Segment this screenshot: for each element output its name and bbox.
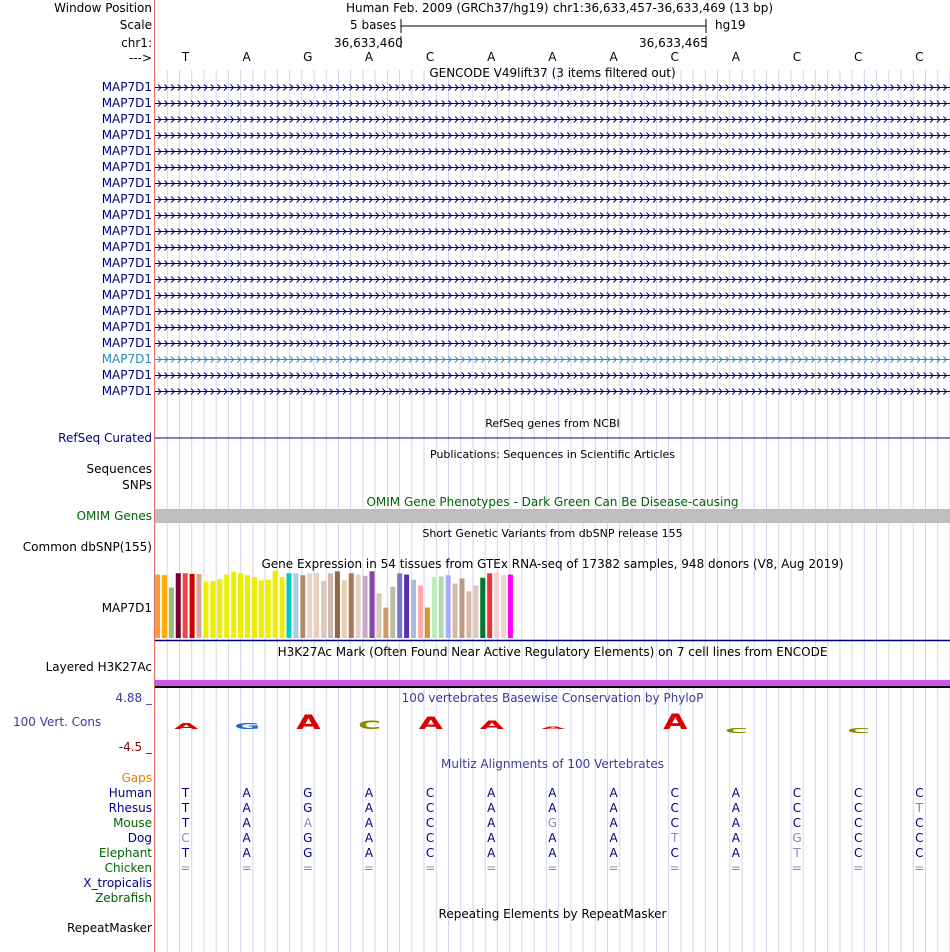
alignment-base: A [731, 831, 740, 845]
alignment-base: C [425, 846, 435, 860]
species-label[interactable]: Dog [127, 831, 152, 845]
alignment-base: A [487, 786, 496, 800]
gtex-tissue-bar [370, 571, 375, 638]
gtex-tissue-bar [266, 580, 271, 638]
alignment-base: G [303, 786, 313, 800]
alignment-base: A [731, 801, 740, 815]
species-label[interactable]: Elephant [98, 846, 152, 860]
alignment-base: C [853, 786, 863, 800]
conservation-logo-letter: C [725, 726, 748, 735]
conservation-logo-letter: A [479, 718, 504, 732]
repeatmasker-label[interactable]: RepeatMasker [66, 921, 152, 935]
gtex-tissue-bar [210, 581, 215, 638]
alignment-base: T [181, 786, 190, 800]
gtex-tissue-bar [356, 575, 361, 638]
gtex-tissue-bar [418, 586, 423, 638]
gencode-title[interactable]: GENCODE V49lift37 (3 items filtered out) [429, 66, 676, 80]
alignment-base: C [915, 786, 924, 800]
gtex-tissue-bar [176, 573, 181, 638]
alignment-base: A [548, 786, 557, 800]
alignment-base: C [181, 831, 190, 845]
alignment-base: G [792, 831, 802, 845]
base-letter: A [242, 50, 251, 64]
gencode-gene-label[interactable]: MAP7D1 [101, 320, 152, 334]
alignment-base: = [669, 861, 680, 875]
alignment-base: A [242, 786, 251, 800]
gtex-tissue-bar [328, 573, 333, 638]
base-letter: A [609, 50, 618, 64]
alignment-base: C [670, 846, 679, 860]
alignment-base: C [853, 846, 863, 860]
base-letter: A [548, 50, 557, 64]
gtex-tissue-bar [217, 579, 222, 638]
alignment-base: T [793, 846, 801, 860]
alignment-base: A [548, 801, 557, 815]
gtex-tissue-bar [224, 575, 229, 638]
conservation-max: 4.88 _ [115, 691, 152, 705]
conservation-logo-letter: A [418, 713, 443, 734]
alignment-base: A [364, 816, 374, 830]
alignment-base: = [363, 861, 374, 875]
gencode-gene-label[interactable]: MAP7D1 [101, 288, 152, 302]
alignment-base: C [792, 786, 802, 800]
base-letter: C [425, 50, 435, 64]
gencode-gene-label[interactable]: MAP7D1 [101, 112, 152, 126]
gencode-gene-label[interactable]: MAP7D1 [101, 208, 152, 222]
conservation-logo-letter: A [296, 712, 321, 735]
gtex-tissue-bar [307, 573, 312, 638]
alignment-base: C [853, 816, 863, 830]
alignment-base: A [364, 831, 374, 845]
gtex-tissue-bar [259, 580, 264, 638]
gtex-tissue-bar [286, 573, 291, 638]
gtex-tissue-bar [183, 573, 188, 638]
alignment-base: C [853, 831, 863, 845]
gtex-tissue-bar [300, 575, 305, 638]
gtex-tissue-bar [432, 577, 437, 638]
alignment-base: C [425, 831, 435, 845]
alignment-base: C [670, 786, 679, 800]
alignment-base: T [181, 846, 190, 860]
alignment-base: C [915, 846, 924, 860]
alignment-base: A [609, 816, 618, 830]
strand-label: ---> [128, 51, 152, 65]
gtex-tissue-bar [411, 580, 416, 638]
alignment-base: A [487, 831, 496, 845]
base-letter: A [487, 50, 496, 64]
alignment-base: C [425, 816, 435, 830]
alignment-base: C [425, 801, 435, 815]
gtex-tissue-bar [190, 574, 195, 638]
gtex-tissue-bar [238, 573, 243, 638]
alignment-base: C [670, 816, 679, 830]
gtex-tissue-bar [397, 573, 402, 638]
alignment-base: A [731, 786, 740, 800]
publications-title[interactable]: Publications: Sequences in Scientific Articles [430, 448, 675, 461]
gtex-tissue-bar [169, 587, 174, 638]
gtex-title[interactable]: Gene Expression in 54 tissues from GTEx RNA-seq of 17382 samples, 948 donors (V8, Aug 2019) [261, 557, 844, 571]
gtex-tissue-bar [363, 576, 368, 638]
conservation-logo-letter: A [663, 712, 688, 735]
gtex-tissue-bar [390, 587, 395, 638]
alignment-base: G [303, 846, 313, 860]
alignment-base: A [242, 831, 251, 845]
gencode-gene-label[interactable]: MAP7D1 [101, 336, 152, 350]
gtex-tissue-bar [162, 575, 167, 638]
gtex-tissue-bar [480, 578, 485, 638]
omim-title[interactable]: OMIM Gene Phenotypes - Dark Green Can Be Disease-causing [366, 495, 739, 509]
alignment-base: A [364, 786, 374, 800]
gtex-tissue-bar [245, 575, 250, 638]
omim-label[interactable]: OMIM Genes [76, 509, 152, 523]
species-label[interactable]: Rhesus [108, 801, 152, 815]
alignment-base: A [487, 801, 496, 815]
gtex-tissue-bar [342, 580, 347, 638]
alignment-base: A [609, 831, 618, 845]
refseq-title[interactable]: RefSeq genes from NCBI [485, 417, 620, 430]
alignment-base: A [303, 816, 312, 830]
conservation-logo-letter: C [847, 726, 871, 735]
refseq-label[interactable]: RefSeq Curated [58, 431, 152, 445]
gtex-tissue-bar [376, 593, 381, 638]
alignment-base: G [547, 816, 558, 830]
dbsnp-title[interactable]: Short Genetic Variants from dbSNP release 155 [422, 527, 683, 540]
conservation-logo[interactable] [155, 712, 950, 748]
alignment-base: A [242, 801, 251, 815]
alignment-base: = [241, 861, 252, 875]
alignment-base: = [853, 861, 864, 875]
gencode-gene-label[interactable]: MAP7D1 [101, 192, 152, 206]
gtex-tissue-bar [501, 575, 506, 638]
alignment-base: A [609, 786, 618, 800]
gencode-gene-label[interactable]: MAP7D1 [101, 256, 152, 270]
alignment-base: T [671, 831, 679, 845]
gencode-gene-label[interactable]: MAP7D1 [101, 224, 152, 238]
gtex-tissue-bar [446, 575, 451, 638]
alignment-base: A [548, 831, 557, 845]
snps-label[interactable]: SNPs [122, 478, 152, 492]
gtex-tissue-bar [203, 582, 208, 638]
alignment-base: = [730, 861, 741, 875]
base-letter: C [792, 50, 802, 64]
alignment-base: = [302, 861, 313, 875]
alignment-base: = [180, 861, 191, 875]
gtex-tissue-bar [252, 577, 257, 638]
scale-label: Scale [119, 18, 152, 32]
species-label[interactable]: Human [108, 786, 152, 800]
gaps-label[interactable]: Gaps [121, 771, 152, 785]
omim-bar[interactable] [155, 509, 950, 523]
alignment-base: A [548, 846, 557, 860]
gencode-gene-label[interactable]: MAP7D1 [101, 160, 152, 174]
h3k27ac-baseline [155, 686, 950, 688]
alignment-base: = [486, 861, 497, 875]
gtex-bar-chart[interactable] [155, 570, 950, 642]
alignment-base: C [792, 801, 802, 815]
alignment-base: A [609, 846, 618, 860]
alignment-base: A [242, 846, 251, 860]
base-letter: C [853, 50, 863, 64]
gtex-tissue-bar [473, 586, 478, 638]
alignment-base: T [181, 816, 190, 830]
conservation-title[interactable]: 100 vertebrates Basewise Conservation by PhyloP [401, 691, 704, 705]
conservation-logo-letter: A [174, 722, 199, 732]
gencode-gene-label[interactable]: MAP7D1 [101, 144, 152, 158]
gencode-gene-label[interactable]: MAP7D1 [101, 240, 152, 254]
alignment-base: A [364, 846, 374, 860]
alignment-base: = [914, 861, 925, 875]
repeatmasker-title[interactable]: Repeating Elements by RepeatMasker [438, 907, 667, 921]
gtex-tissue-bar [321, 581, 326, 638]
gtex-label[interactable]: MAP7D1 [101, 601, 152, 615]
alignment-base: = [791, 861, 803, 875]
sequences-label[interactable]: Sequences [86, 462, 152, 476]
gtex-tissue-bar [494, 573, 499, 638]
gtex-tissue-bar [453, 584, 458, 638]
gtex-tissue-bar [349, 573, 354, 638]
species-label[interactable]: Chicken [104, 861, 152, 875]
coord-right: 36,633,465 [639, 36, 708, 50]
gencode-gene-label[interactable]: MAP7D1 [101, 272, 152, 286]
alignment-base: C [792, 816, 802, 830]
conservation-logo-letter: A [540, 725, 566, 731]
window-position-label: Window Position [54, 1, 152, 15]
alignment-base: T [915, 801, 923, 815]
gtex-tissue-bar [466, 591, 471, 638]
species-label[interactable]: Zebrafish [95, 891, 152, 905]
alignment-base: C [853, 801, 863, 815]
gtex-tissue-bar [425, 608, 430, 638]
gtex-tissue-bar [487, 573, 492, 638]
gtex-tissue-bar [231, 572, 236, 638]
gtex-tissue-bar [439, 576, 444, 638]
base-letter: C [670, 50, 679, 64]
alignment-base: G [303, 831, 313, 845]
gtex-tissue-bar [197, 574, 202, 638]
alignment-base: C [670, 801, 679, 815]
gtex-tissue-bar [335, 571, 340, 638]
position-text: chr1:36,633,457-36,633,469 (13 bp) [553, 1, 774, 15]
base-letter: G [303, 50, 313, 64]
gencode-gene-label[interactable]: MAP7D1 [101, 368, 152, 382]
alignment-base: C [425, 786, 435, 800]
alignment-base: A [364, 801, 374, 815]
gtex-tissue-bar [459, 578, 464, 638]
chrom-label: chr1: [121, 36, 152, 50]
conservation-logo-letter: G [234, 722, 261, 732]
coord-left: 36,633,460 [334, 36, 403, 50]
base-letter: A [364, 50, 374, 64]
refseq-line[interactable] [155, 437, 950, 440]
alignment-base: A [731, 816, 740, 830]
gencode-gene-label[interactable]: MAP7D1 [101, 384, 152, 398]
gencode-gene-label[interactable]: MAP7D1 [101, 80, 152, 94]
gtex-tissue-bar [155, 575, 160, 638]
base-letter: A [731, 50, 740, 64]
gtex-tissue-bar [404, 575, 409, 638]
species-label[interactable]: Mouse [113, 816, 152, 830]
species-label[interactable]: X_tropicalis [83, 876, 152, 890]
gencode-gene-label[interactable]: MAP7D1 [101, 352, 152, 366]
alignment-base: C [915, 816, 924, 830]
alignment-base: = [608, 861, 619, 875]
alignment-base: A [731, 846, 740, 860]
conservation-label[interactable]: 100 Vert. Cons [13, 715, 102, 729]
gtex-tissue-bar [314, 573, 319, 638]
gencode-transcripts[interactable] [155, 80, 950, 416]
base-letter: T [181, 50, 190, 64]
gencode-gene-label[interactable]: MAP7D1 [101, 128, 152, 142]
db-text: hg19 [715, 18, 746, 32]
conservation-logo-letter: C [358, 718, 382, 732]
gtex-tissue-bar [383, 608, 388, 638]
alignment-base: = [425, 861, 436, 875]
h3k27ac-label[interactable]: Layered H3K27Ac [45, 660, 152, 674]
alignment-base: A [609, 801, 618, 815]
gtex-tissue-bar [273, 571, 278, 638]
gencode-gene-label[interactable]: MAP7D1 [101, 304, 152, 318]
alignment-base: A [487, 846, 496, 860]
gencode-gene-label[interactable]: MAP7D1 [101, 96, 152, 110]
alignment-base: G [303, 801, 313, 815]
alignment-base: T [181, 801, 190, 815]
gtex-tissue-bar [280, 577, 285, 638]
gtex-tissue-bar [293, 573, 298, 638]
scale-text: 5 bases [350, 18, 397, 32]
alignment-base: C [915, 831, 924, 845]
multiz-title[interactable]: Multiz Alignments of 100 Vertebrates [440, 757, 665, 771]
base-letter: C [915, 50, 924, 64]
dbsnp-label[interactable]: Common dbSNP(155) [22, 540, 152, 554]
assembly-text: Human Feb. 2009 (GRCh37/hg19) [346, 1, 549, 15]
alignment-base: A [242, 816, 251, 830]
h3k27ac-title[interactable]: H3K27Ac Mark (Often Found Near Active Regulatory Elements) on 7 cell lines from ENCODE [277, 645, 828, 659]
gencode-gene-label[interactable]: MAP7D1 [101, 176, 152, 190]
gtex-tissue-bar [508, 575, 513, 638]
conservation-min: -4.5 _ [118, 740, 152, 754]
alignment-base: A [487, 816, 496, 830]
alignment-base: = [547, 861, 558, 875]
